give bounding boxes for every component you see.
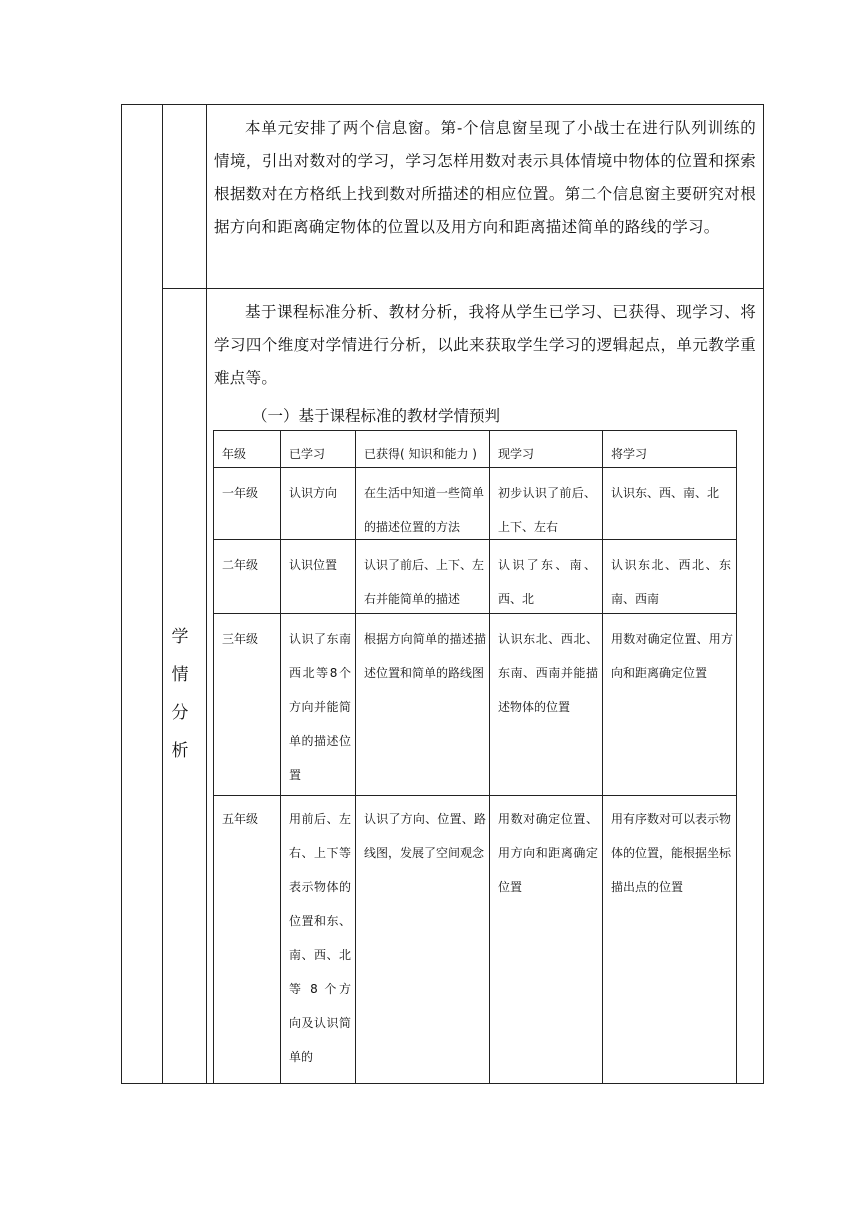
table-cell-learned: 认识方向 — [289, 486, 338, 500]
table-header-current: 现学习 — [498, 447, 535, 461]
table-col-line — [489, 430, 490, 1084]
table-cell-acquired: 根据方向简单的描述描述位置和简单的路线图 — [364, 632, 486, 680]
table-col-line — [736, 430, 737, 1084]
table-header-acquired: 已获得( 知识和能力 ) — [364, 447, 477, 461]
unit-overview-paragraph: 本单元安排了两个信息窗。第-个信息窗呈现了小战士在进行队列训练的情境，引出对数对的学习，学习怎样用数对表示具体情境中物体的位置和探索根据数对在方格纸上找到数对所描述的相应位置。第二个信息窗主要研究对根据方向和距离确定物体的位置以及用方向和距离描述简单的路线的学习。 — [214, 119, 756, 236]
section-label-char: 析 — [171, 741, 189, 761]
table-col-line — [213, 430, 214, 1084]
section-label-char: 分 — [171, 703, 189, 723]
frame-col1-border — [162, 104, 163, 1084]
table-cell-acquired: 认识了前后、上下、左右并能简单的描述 — [364, 558, 485, 606]
table-cell-future: 用有序数对可以表示物体的位置，能根据坐标描出点的位置 — [611, 812, 732, 894]
analysis-intro-paragraph: 基于课程标准分析、教材分析，我将从学生已学习、已获得、现学习、将学习四个维度对学情进行分析，以此来获取学生学习的逻辑起点，单元教学重难点等。 — [214, 303, 756, 387]
table-cell-grade: 二年级 — [222, 558, 259, 572]
frame-top-border — [121, 104, 764, 105]
table-cell-future: 认识东北、西北、东南、西南 — [611, 558, 731, 606]
table-cell-grade: 三年级 — [222, 632, 259, 646]
table-header-learned: 已学习 — [289, 447, 326, 461]
table-cell-current: 认识了东、南、西、北 — [498, 558, 596, 606]
section-label-char: 学 — [171, 627, 189, 647]
table-cell-grade: 一年级 — [222, 486, 259, 500]
table-cell-learned: 用前后、左右、上下等表示物体的位置和东、南、西、北等 8 个方向及认识简单的 — [289, 812, 351, 1064]
section-label-char: 情 — [171, 665, 189, 685]
frame-right-border — [763, 104, 764, 1084]
table-row-line — [213, 795, 737, 796]
table-col-line — [280, 430, 281, 1084]
frame-bottom-border — [121, 1083, 764, 1084]
table-cell-current: 用数对确定位置、用方向和距离确定位置 — [498, 812, 598, 894]
frame-left-border — [121, 104, 122, 1084]
table-cell-future: 认识东、西、南、北 — [611, 486, 720, 500]
table-cell-current: 认识东北、西北、东南、西南并能描述物体的位置 — [498, 632, 598, 714]
table-subtitle: （一）基于课程标准的教材学情预判 — [252, 407, 501, 425]
table-cell-acquired: 在生活中知道一些简单的描述位置的方法 — [364, 486, 485, 534]
table-cell-grade: 五年级 — [222, 812, 259, 826]
section-label-student-analysis — [168, 618, 192, 770]
table-cell-acquired: 认识了方向、位置、路线图，发展了空间观念 — [364, 812, 486, 860]
table-cell-current: 初步认识了前后、上下、左右 — [498, 486, 596, 534]
table-row-line — [213, 430, 737, 431]
table-header-grade: 年级 — [222, 447, 247, 461]
table-cell-learned: 认识了东南西北等8个方向并能简单的描述位置 — [289, 632, 351, 782]
table-col-line — [602, 430, 603, 1084]
frame-col2-border — [206, 104, 207, 1084]
table-cell-future: 用数对确定位置、用方向和距离确定位置 — [611, 632, 733, 680]
frame-section-divider — [162, 288, 764, 289]
table-header-future: 将学习 — [611, 447, 648, 461]
table-cell-learned: 认识位置 — [289, 558, 338, 572]
table-col-line — [355, 430, 356, 1084]
